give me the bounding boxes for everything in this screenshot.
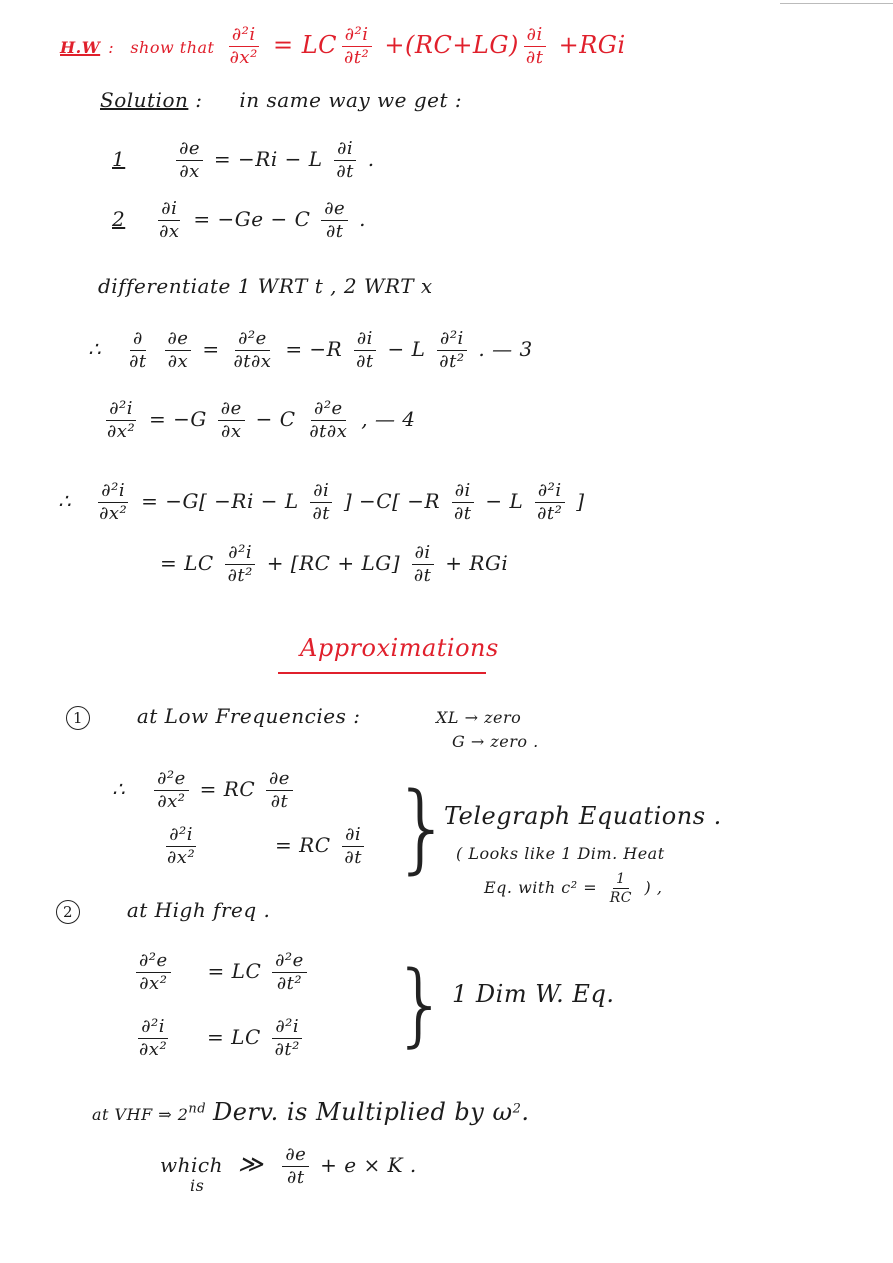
equation-2 bbox=[112, 200, 366, 241]
equation-4-minus-c: − C bbox=[255, 407, 296, 431]
hw-label: H.W bbox=[60, 38, 101, 57]
high-e-lhs-den: ∂x² bbox=[139, 973, 168, 994]
high-equation-e bbox=[132, 952, 311, 993]
heat-note-end: ) , bbox=[644, 878, 663, 897]
vhf-text-2: Derv. is Multiplied by ω bbox=[212, 1098, 513, 1126]
equation-2-lhs-den: ∂x bbox=[159, 221, 180, 242]
high-frequency-text: at High freq . bbox=[126, 898, 271, 922]
vhf-end: . bbox=[521, 1098, 530, 1126]
equation-6-part3: + RGi bbox=[445, 551, 509, 575]
equation-5 bbox=[58, 482, 585, 523]
equation-1-rhs-num: ∂i bbox=[334, 140, 356, 161]
equation-5-d2i-dt2 bbox=[534, 482, 565, 523]
low-frequency-heading bbox=[66, 706, 360, 730]
equation-4-mid: = −G bbox=[149, 407, 207, 431]
equation-2-rhs-fraction bbox=[321, 200, 348, 241]
high-i-lhs bbox=[136, 1018, 170, 1059]
homework-statement bbox=[60, 26, 626, 67]
hw-term3: +RGi bbox=[558, 31, 626, 59]
low-e-rhs-den: ∂t bbox=[270, 791, 289, 812]
hw-equals: = bbox=[272, 31, 294, 59]
high-frequency-number: 2 bbox=[56, 900, 80, 924]
equation-3-de-dx bbox=[165, 330, 192, 371]
equation-1 bbox=[112, 140, 375, 181]
high-e-lhs bbox=[136, 952, 171, 993]
heat-note-fraction bbox=[607, 872, 635, 905]
equation-3-d-dt-num: ∂ bbox=[130, 330, 146, 351]
equation-3 bbox=[88, 330, 533, 371]
equation-3-mid: = −R bbox=[285, 337, 343, 361]
low-i-lhs-num: ∂²i bbox=[166, 826, 196, 847]
telegraph-equations-label: Telegraph Equations . bbox=[444, 802, 722, 830]
equation-4-lhs-num: ∂²i bbox=[106, 400, 136, 421]
high-frequency-heading bbox=[56, 900, 270, 924]
equation-5-part4: ] bbox=[576, 489, 585, 513]
equation-3-di-dt bbox=[353, 330, 377, 371]
high-e-rhs-den: ∂t² bbox=[276, 973, 303, 994]
equation-5-di-dt-2-den: ∂t bbox=[453, 503, 472, 524]
equation-1-lhs bbox=[176, 140, 203, 181]
equation-4-mixed bbox=[306, 400, 350, 441]
equation-6-di-dt bbox=[411, 544, 435, 585]
equation-4-mixed-num: ∂²e bbox=[311, 400, 346, 421]
equation-5-part2: ] −C[ −R bbox=[343, 489, 441, 513]
approximations-underline bbox=[278, 672, 486, 674]
solution-label: Solution bbox=[100, 88, 189, 112]
equation-6-di-dt-num: ∂i bbox=[412, 544, 434, 565]
heat-note-num: 1 bbox=[613, 872, 628, 889]
solution-separator: : bbox=[195, 88, 203, 112]
equation-4-lhs bbox=[104, 400, 138, 441]
equation-3-d-dt-den: ∂t bbox=[129, 351, 147, 372]
low-e-lhs bbox=[154, 770, 189, 811]
heat-note-den: RC bbox=[609, 890, 632, 906]
equation-6-part1: = LC bbox=[160, 551, 214, 575]
equation-3-mixed-den: ∂t∂x bbox=[233, 351, 272, 372]
equation-5-di-dt bbox=[309, 482, 333, 523]
equation-6-di-dt-den: ∂t bbox=[413, 565, 432, 586]
equation-2-lhs bbox=[156, 200, 182, 241]
low-i-rhs-fraction bbox=[341, 826, 365, 867]
equation-5-di-dt-2 bbox=[451, 482, 475, 523]
equation-6-part2: + [RC + LG] bbox=[266, 551, 400, 575]
low-frequency-number: 1 bbox=[66, 706, 90, 730]
vhf-is: is bbox=[190, 1176, 205, 1195]
hw-term2-den: ∂t bbox=[525, 47, 544, 68]
vhf-tail: + e × K . bbox=[320, 1153, 417, 1177]
high-brace: } bbox=[392, 952, 450, 1057]
low-equation-i bbox=[160, 826, 369, 867]
equation-3-d-dt bbox=[126, 330, 150, 371]
solution-line bbox=[100, 90, 462, 110]
equation-3-mixed bbox=[230, 330, 274, 371]
equation-5-lhs-den: ∂x² bbox=[99, 503, 128, 524]
high-i-lhs-num: ∂²i bbox=[138, 1018, 168, 1039]
equation-5-therefore: ∴ bbox=[58, 489, 72, 513]
approximations-title: Approximations bbox=[300, 634, 499, 662]
equation-2-tag: 2 bbox=[112, 207, 126, 231]
low-e-rhs-fraction bbox=[266, 770, 293, 811]
equation-2-lhs-num: ∂i bbox=[158, 200, 180, 221]
equation-5-part1: = −G[ −Ri − L bbox=[141, 489, 299, 513]
equation-1-rhs: = −Ri − L bbox=[213, 147, 323, 171]
equation-1-lhs-den: ∂x bbox=[179, 161, 200, 182]
equation-3-therefore: ∴ bbox=[88, 337, 102, 361]
hw-term2-num: ∂i bbox=[524, 26, 546, 47]
equation-3-d2i-dt2 bbox=[436, 330, 467, 371]
equation-4 bbox=[100, 400, 416, 441]
high-e-rhs: = LC bbox=[207, 959, 262, 983]
vhf-which: which bbox=[160, 1153, 223, 1177]
high-e-rhs-num: ∂²e bbox=[272, 952, 307, 973]
hw-lhs-den: ∂x² bbox=[229, 47, 258, 68]
equation-1-rhs-fraction bbox=[333, 140, 357, 181]
equation-5-part3: − L bbox=[485, 489, 524, 513]
equation-5-lhs-num: ∂²i bbox=[98, 482, 128, 503]
equation-3-minus-l: − L bbox=[387, 337, 426, 361]
equation-2-rhs-den: ∂t bbox=[325, 221, 344, 242]
equation-2-rhs-num: ∂e bbox=[321, 200, 348, 221]
low-e-lhs-num: ∂²e bbox=[154, 770, 189, 791]
low-frequency-text: at Low Frequencies : bbox=[136, 704, 361, 728]
hw-separator: : bbox=[108, 38, 115, 57]
low-brace: } bbox=[392, 772, 454, 884]
equation-1-lhs-num: ∂e bbox=[176, 140, 203, 161]
equation-3-tag: . — 3 bbox=[478, 337, 533, 361]
equation-1-end: . bbox=[367, 147, 375, 171]
high-i-rhs-num: ∂²i bbox=[272, 1018, 302, 1039]
high-i-rhs-fraction bbox=[272, 1018, 303, 1059]
hw-term1-num: ∂²i bbox=[342, 26, 372, 47]
vhf-num: ∂e bbox=[282, 1146, 309, 1167]
equation-3-equals: = bbox=[202, 337, 220, 361]
heat-equation-note: ( Looks like 1 Dim. Heat bbox=[456, 844, 665, 863]
equation-1-rhs-den: ∂t bbox=[336, 161, 354, 182]
hw-lhs-fraction bbox=[227, 26, 261, 67]
vhf-text-1: at VHF ⇒ 2 bbox=[92, 1105, 189, 1124]
hw-term2: +(RC+LG) bbox=[384, 31, 519, 59]
low-condition-1: XL → zero bbox=[436, 708, 522, 727]
wave-equation-label: 1 Dim W. Eq. bbox=[452, 980, 615, 1008]
high-e-rhs-fraction bbox=[272, 952, 307, 993]
heat-note-text: Eq. with c² = bbox=[484, 878, 598, 897]
vhf-line bbox=[92, 1100, 529, 1124]
equation-4-de-dx bbox=[218, 400, 245, 441]
equation-5-d2i-dt2-num: ∂²i bbox=[535, 482, 565, 503]
vhf-den: ∂t bbox=[287, 1167, 305, 1188]
equation-4-de-dx-den: ∂x bbox=[221, 421, 242, 442]
equation-3-de-dx-num: ∂e bbox=[165, 330, 192, 351]
equation-3-d2i-dt2-den: ∂t² bbox=[439, 351, 465, 372]
low-i-rhs-num: ∂i bbox=[342, 826, 364, 847]
equation-3-d2i-dt2-num: ∂²i bbox=[437, 330, 467, 351]
equation-3-di-dt-den: ∂t bbox=[356, 351, 374, 372]
equation-6-d2i-dt2 bbox=[225, 544, 256, 585]
page-edge bbox=[780, 3, 893, 4]
low-e-rhs-num: ∂e bbox=[266, 770, 293, 791]
hw-lhs-num: ∂²i bbox=[229, 26, 259, 47]
equation-4-mixed-den: ∂t∂x bbox=[309, 421, 348, 442]
equation-5-di-dt-num: ∂i bbox=[310, 482, 332, 503]
equation-1-tag: 1 bbox=[112, 147, 126, 171]
equation-3-de-dx-den: ∂x bbox=[167, 351, 189, 372]
high-e-lhs-num: ∂²e bbox=[136, 952, 171, 973]
solution-text: in same way we get : bbox=[239, 88, 463, 112]
low-i-lhs-den: ∂x² bbox=[167, 847, 196, 868]
low-i-rhs: = RC bbox=[275, 833, 331, 857]
high-i-rhs: = LC bbox=[207, 1025, 261, 1049]
hw-term1-fraction bbox=[341, 26, 372, 67]
high-equation-i bbox=[132, 1018, 307, 1059]
equation-2-end: . bbox=[359, 207, 366, 231]
high-i-lhs-den: ∂x² bbox=[139, 1039, 168, 1060]
equation-5-d2i-dt2-den: ∂t² bbox=[537, 503, 563, 524]
equation-3-di-dt-num: ∂i bbox=[354, 330, 376, 351]
equation-2-rhs: = −Ge − C bbox=[193, 207, 311, 231]
hw-term2-fraction bbox=[523, 26, 547, 67]
heat-equation-note-2 bbox=[484, 872, 662, 905]
low-e-rhs: = RC bbox=[199, 777, 256, 801]
equation-6-d2i-dt2-num: ∂²i bbox=[225, 544, 255, 565]
equation-4-tag: , — 4 bbox=[361, 407, 416, 431]
equation-6 bbox=[160, 544, 508, 585]
equation-4-de-dx-num: ∂e bbox=[218, 400, 245, 421]
vhf-fraction bbox=[282, 1146, 309, 1187]
equation-5-lhs bbox=[96, 482, 130, 523]
low-therefore: ∴ bbox=[112, 777, 126, 801]
high-i-rhs-den: ∂t² bbox=[274, 1039, 300, 1060]
hw-term1-den: ∂t² bbox=[344, 47, 370, 68]
low-condition-2: G → zero . bbox=[452, 732, 539, 751]
equation-5-di-dt-2-num: ∂i bbox=[452, 482, 474, 503]
equation-4-lhs-den: ∂x² bbox=[107, 421, 136, 442]
low-i-rhs-den: ∂t bbox=[344, 847, 362, 868]
vhf-squared: 2 bbox=[512, 1101, 522, 1117]
differentiate-instruction: differentiate 1 WRT t , 2 WRT x bbox=[98, 274, 433, 298]
vhf-much-greater: ≫ bbox=[237, 1150, 264, 1178]
hw-text: show that bbox=[130, 38, 215, 57]
hw-term1: LC bbox=[301, 31, 337, 59]
low-e-lhs-den: ∂x² bbox=[157, 791, 186, 812]
equation-6-d2i-dt2-den: ∂t² bbox=[227, 565, 253, 586]
low-i-lhs bbox=[164, 826, 198, 867]
vhf-nd: nd bbox=[188, 1101, 207, 1117]
equation-5-di-dt-den: ∂t bbox=[312, 503, 331, 524]
low-equation-e bbox=[112, 770, 297, 811]
equation-3-mixed-num: ∂²e bbox=[235, 330, 270, 351]
